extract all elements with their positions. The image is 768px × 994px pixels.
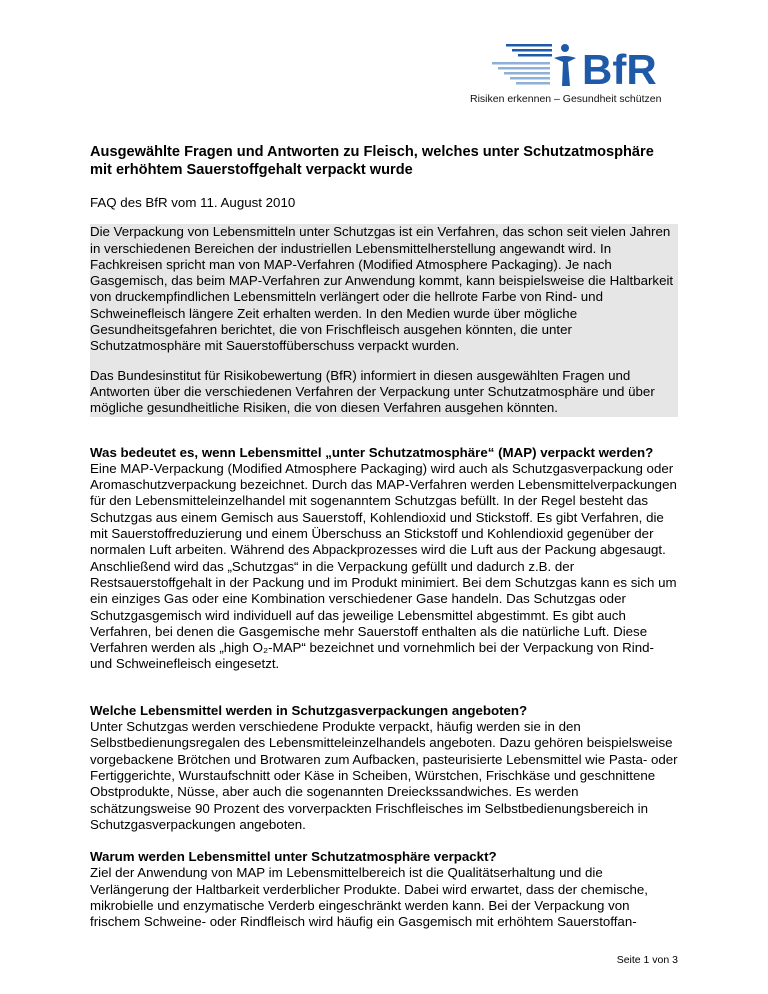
faq-answer-2: Unter Schutzgas werden verschiedene Produkte verpackt, häufig werden sie in den Selbstbedienungsregalen des Lebensmitteleinzelhandels angeboten. Dazu gehören beispielsweise vorgebackene Brötchen und Brotwaren zum Aufbacken, pasteurisierte Lebensmittel wie Pasta- oder Fertiggerichte, Wurstaufschnitt oder Käse in Scheiben, Würstchen, Frischkäse und geschnittene Obstprodukte, Nüsse, aber auch die sogenannten Dreieckssandwiches. Es werden schätzungsweise 90 Prozent des vorverpackten Frischfleisches im Selbstbedienungsbereich in Schutzgasverpackungen angeboten. [90, 719, 678, 832]
document-title: Ausgewählte Fragen und Antworten zu Fleisch, welches unter Schutzatmosphäre mit erhöhtem Sauerstoffgehalt verpackt wurde [90, 144, 654, 178]
intro-paragraph-2: Das Bundesinstitut für Risikobewertung (BfR) informiert in diesen ausgewählten Fragen und Antworten über die verschiedenen Verfahren der Verpackung unter Schutzatmosphäre und über mögliche gesundheitliche Risiken, die von diesen Verfahren ausgehen könnten. [90, 367, 655, 416]
faq-date-line: FAQ des BfR vom 11. August 2010 [90, 195, 296, 210]
logo-wordmark: BfR [582, 46, 657, 93]
faq-question-3: Warum werden Lebensmittel unter Schutzatmosphäre verpackt? [90, 849, 497, 865]
tagline: Risiken erkennen – Gesundheit schützen [470, 93, 662, 105]
bfr-logo-graphic [492, 40, 662, 96]
document-body [90, 143, 678, 931]
intro-box [90, 224, 678, 416]
faq-answer-1: Eine MAP-Verpackung (Modified Atmosphere Packaging) wird auch als Schutzgasverpackung oder Aromaschutzverpackung bezeichnet. Durch das MAP-Verfahren werden Lebensmittelverpackungen für den Lebensmitteleinzelhandel mit sogenanntem Schutzgas befüllt. In der Regel besteht das Schutzgas aus einem Gemisch aus Sauerstoff, Kohlendioxid und Stickstoff. Es gibt Verfahren, die mit Sauerstoffreduzierung und einem Überschuss an Stickstoff und Kohlendioxid gegenüber der normalen Luft arbeiten. Während des Abpackprozesses wird die Luft aus der Packung abgesaugt. Anschließend wird das „Schutzgas“ in die Verpackung gefüllt und dadurch z.B. der Restsauerstoffgehalt in der Packung und im Produkt minimiert. Bei dem Schutzgas kann es sich um ein einziges Gas oder eine Kombination verschiedener Gase handeln. Das Schutzgas oder Schutzgasgemisch wird individuell auf das jeweilige Lebensmittel abgestimmt. Es gibt auch Verfahren, bei denen die Gasgemische mehr Sauerstoff enthalten als die natürliche Luft. Diese Verfahren werden als „high O₂-MAP“ bezeichnet und vornehmlich bei der Verpackung von Rind- und Schweinefleisch eingesetzt. [90, 460, 677, 672]
faq-section-2 [90, 703, 678, 833]
faq-section-1 [90, 445, 678, 673]
faq-answer-3: Ziel der Anwendung von MAP im Lebensmittelbereich ist die Qualitätserhaltung und die Verlängerung der Haltbarkeit verderblicher Produkte. Dabei wird erwartet, dass der chemische, mikrobielle und enzymatische Verderb eingeschränkt werden kann. Bei der Verpackung von frischem Schweine- oder Rindfleisch wird häufig ein Gasgemisch mit erhöhtem Sauerstoffan- [90, 865, 649, 930]
intro-paragraph-1: Die Verpackung von Lebensmitteln unter Schutzgas ist ein Verfahren, das schon seit vielen Jahren in verschiedenen Bereichen der industriellen Lebensmittelherstellung angewandt wird. In Fachkreisen spricht man von MAP-Verfahren (Modified Atmosphere Packaging). Je nach Gasgemisch, das beim MAP-Verfahren zur Anwendung kommt, kann beispielsweise die Haltbarkeit von druckempfindlichen Lebensmitteln verlängert oder die hellrote Farbe von Rind- und Schweinefleisch längere Zeit erhalten werden. In den Medien wurde über mögliche Gesundheitsgefahren berichtet, die von Frischfleisch ausgehen könnten, die unter Schutzatmosphäre mit Sauerstoffüberschuss verpackt wurden. [90, 224, 674, 354]
page-number: Seite 1 von 3 [616, 954, 678, 966]
faq-question-2: Welche Lebensmittel werden in Schutzgasverpackungen angeboten? [90, 702, 528, 718]
faq-question-1: Was bedeutet es, wenn Lebensmittel „unter Schutzatmosphäre“ (MAP) verpackt werden? [90, 444, 654, 460]
faq-section-3 [90, 849, 678, 930]
